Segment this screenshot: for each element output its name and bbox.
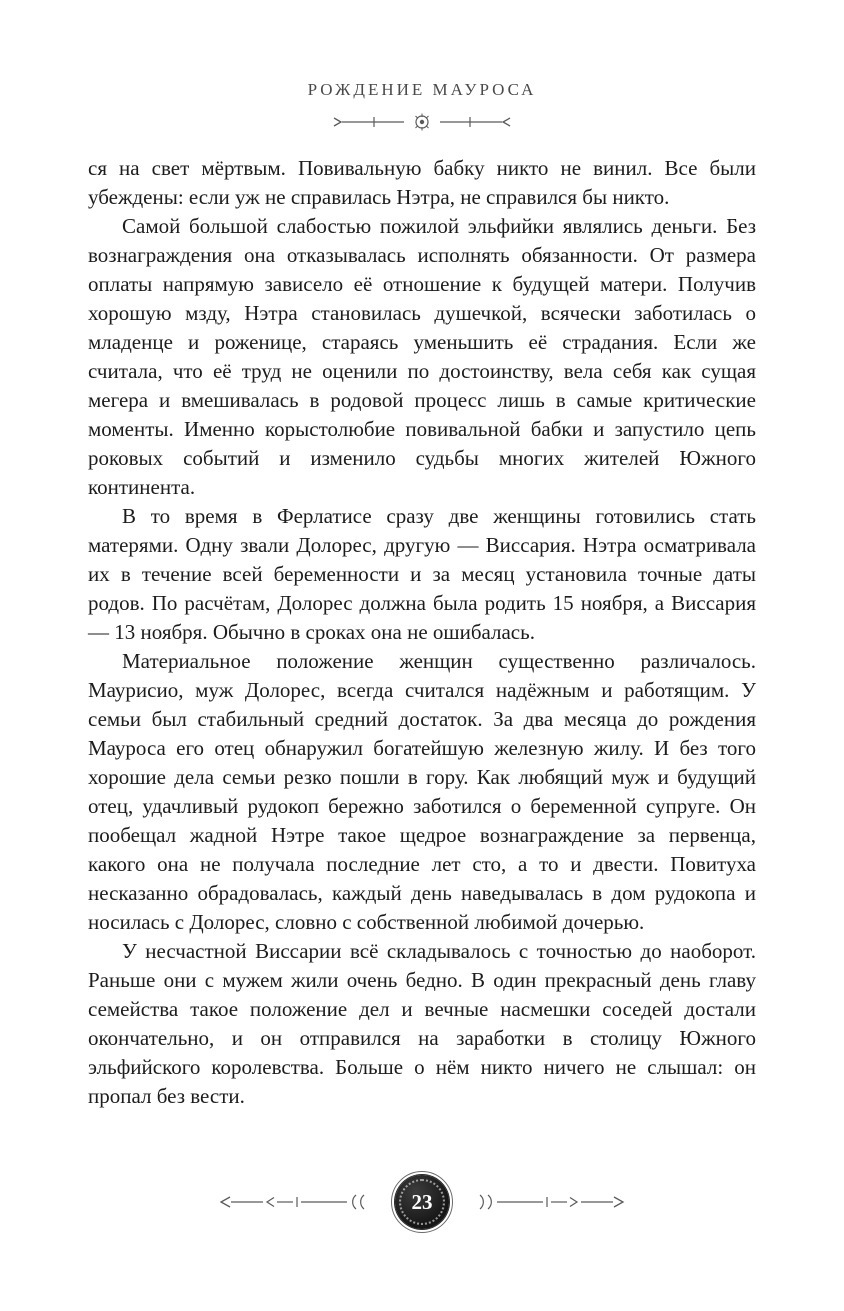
paragraph: Самой большой слабостью пожилой эльфийки являлись деньги. Без вознаграждения она отказывалась исполнять обязанности. От размера оплаты напрямую зависело её отношение к будущей матери. Получив хорошую мзду, Нэтра становилась душечкой, всячески заботилась о младенце и роженице, стараясь уменьшить её страдания. Если же считала, что её труд не оценили по достоинству, вела себя как сущая мегера и вмешивалась в родовой процесс лишь в самые критические моменты. Именно корыстолюбие повивальной бабки и запустило цепь роковых событий и изменило судьбы многих жителей Южного континента.	[88, 214, 756, 499]
paragraph: У несчастной Виссарии всё складывалось с точностью до наоборот. Раньше они с мужем жили очень бедно. В один прекрасный день главу семейства такое положение дел и вечные насмешки соседей достали окончательно, и он отправился на заработки в столицу Южного эльфийского королевства. Больше о нём никто ничего не слышал: он пропал без вести.	[88, 939, 756, 1108]
chapter-title: РОЖДЕНИЕ МАУРОСА	[307, 80, 537, 99]
page-number-medallion	[395, 1175, 449, 1229]
page-text	[0, 154, 844, 1111]
page-number: 23	[411, 1189, 433, 1214]
ornament-divider-icon	[332, 113, 512, 131]
footer-ornament-right-icon	[475, 1193, 625, 1211]
footer-ornament-left-icon	[219, 1193, 369, 1211]
paragraph: В то время в Ферлатисе сразу две женщины готовились стать матерями. Одну звали Долорес, другую — Виссария. Нэтра осматривала их в течение всей беременности и за месяц установила точные даты родов. По расчётам, Долорес должна была родить 15 ноября, а Виссария — 13 ноября. Обычно в сроках она не ошибалась.	[88, 504, 756, 644]
chapter-header	[0, 0, 844, 131]
page-footer	[0, 1175, 844, 1229]
paragraph: ся на свет мёртвым. Повивальную бабку никто не винил. Все были убеждены: если уж не справилась Нэтра, не справился бы никто.	[88, 156, 756, 209]
paragraph: Материальное положение женщин существенно различалось. Маурисио, муж Долорес, всегда считался надёжным и работящим. У семьи был стабильный средний достаток. За два месяца до рождения Мауроса его отец обнаружил богатейшую железную жилу. И без того хорошие дела семьи резко пошли в гору. Как любящий муж и будущий отец, удачливый рудокоп бережно заботился о беременной супруге. Он пообещал жадной Нэтре такое щедрое вознаграждение за первенца, какого она не получала последние лет сто, а то и двести. Повитуха несказанно обрадовалась, каждый день наведывалась в дом рудокопа и носилась с Долорес, словно с собственной любимой дочерью.	[88, 649, 756, 934]
